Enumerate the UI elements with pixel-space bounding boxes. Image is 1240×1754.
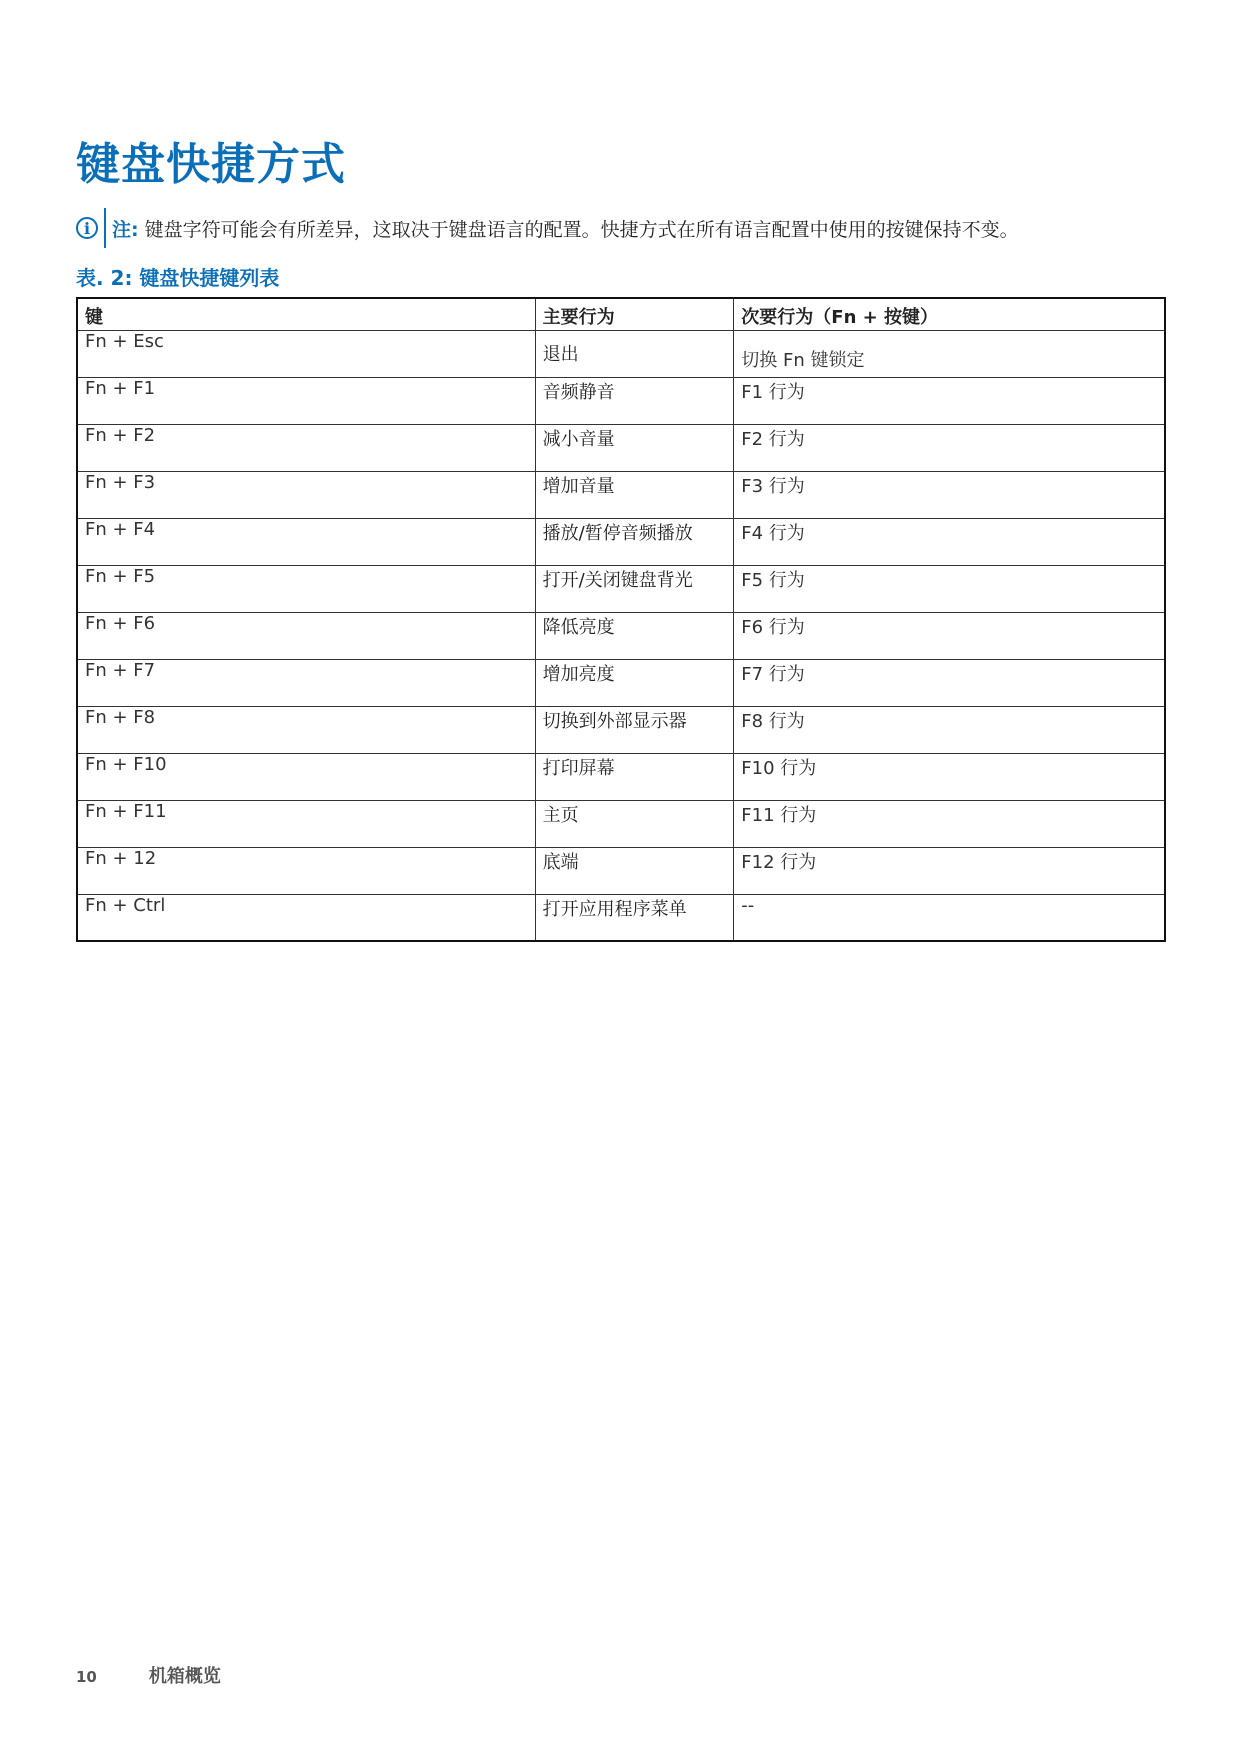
table-row: [77, 518, 1165, 565]
key-cell: Fn + F4: [77, 518, 535, 565]
table-row: [77, 471, 1165, 518]
secondary-action-cell: F10 行为: [734, 753, 1165, 800]
primary-action-cell: 音频静音: [535, 377, 734, 424]
header-primary: 主要行为: [535, 298, 734, 330]
key-cell: Fn + F7: [77, 659, 535, 706]
primary-action-cell: 打开/关闭键盘背光: [535, 565, 734, 612]
primary-action-cell: 播放/暂停音频播放: [535, 518, 734, 565]
key-cell: Fn + Ctrl: [77, 894, 535, 941]
table-row: [77, 753, 1165, 800]
info-icon: i: [76, 217, 98, 239]
table-caption: 表. 2: 键盘快捷键列表: [76, 266, 280, 290]
table-row: [77, 612, 1165, 659]
secondary-action-cell: F4 行为: [734, 518, 1165, 565]
key-cell: Fn + F3: [77, 471, 535, 518]
shortcut-table: [76, 297, 1166, 942]
secondary-action-cell: F7 行为: [734, 659, 1165, 706]
secondary-action-cell: --: [734, 894, 1165, 941]
table-row: [77, 424, 1165, 471]
table-row: [77, 847, 1165, 894]
footer: [76, 1662, 221, 1688]
primary-action-cell: 打印屏幕: [535, 753, 734, 800]
note-divider: [104, 208, 106, 248]
note: [76, 208, 1019, 248]
page-number: 10: [76, 1668, 97, 1686]
key-cell: Fn + F2: [77, 424, 535, 471]
secondary-action-cell: F11 行为: [734, 800, 1165, 847]
secondary-action-cell: F1 行为: [734, 377, 1165, 424]
key-cell: Fn + 12: [77, 847, 535, 894]
table-row: [77, 565, 1165, 612]
primary-action-cell: 底端: [535, 847, 734, 894]
secondary-action-cell: F3 行为: [734, 471, 1165, 518]
table-row: [77, 377, 1165, 424]
primary-action-cell: 增加音量: [535, 471, 734, 518]
primary-action-cell: 切换到外部显示器: [535, 706, 734, 753]
table-row: [77, 706, 1165, 753]
key-cell: Fn + F8: [77, 706, 535, 753]
header-key: 键: [77, 298, 535, 330]
key-cell: Fn + F11: [77, 800, 535, 847]
key-cell: Fn + Esc: [77, 330, 535, 377]
secondary-action-cell: 切换 Fn 键锁定: [734, 330, 1165, 377]
secondary-action-cell: F6 行为: [734, 612, 1165, 659]
note-text: 键盘字符可能会有所差异，这取决于键盘语言的配置。快捷方式在所有语言配置中使用的按键保持不变。: [144, 218, 1019, 241]
primary-action-cell: 降低亮度: [535, 612, 734, 659]
key-cell: Fn + F6: [77, 612, 535, 659]
primary-action-cell: 打开应用程序菜单: [535, 894, 734, 941]
header-secondary: 次要行为（Fn + 按键）: [734, 298, 1165, 330]
primary-action-cell: 主页: [535, 800, 734, 847]
table-row: [77, 800, 1165, 847]
secondary-action-cell: F2 行为: [734, 424, 1165, 471]
key-cell: Fn + F5: [77, 565, 535, 612]
primary-action-cell: 退出: [535, 330, 734, 377]
secondary-action-cell: F12 行为: [734, 847, 1165, 894]
page-title: 键盘快捷方式: [76, 139, 346, 190]
table-row: [77, 659, 1165, 706]
table-row: [77, 894, 1165, 941]
primary-action-cell: 增加亮度: [535, 659, 734, 706]
secondary-action-cell: F8 行为: [734, 706, 1165, 753]
section-name: 机箱概览: [148, 1666, 221, 1687]
secondary-action-cell: F5 行为: [734, 565, 1165, 612]
note-label: 注:: [112, 218, 139, 241]
key-cell: Fn + F1: [77, 377, 535, 424]
table-row: [77, 330, 1165, 377]
primary-action-cell: 减小音量: [535, 424, 734, 471]
key-cell: Fn + F10: [77, 753, 535, 800]
table-header-row: [77, 298, 1165, 330]
